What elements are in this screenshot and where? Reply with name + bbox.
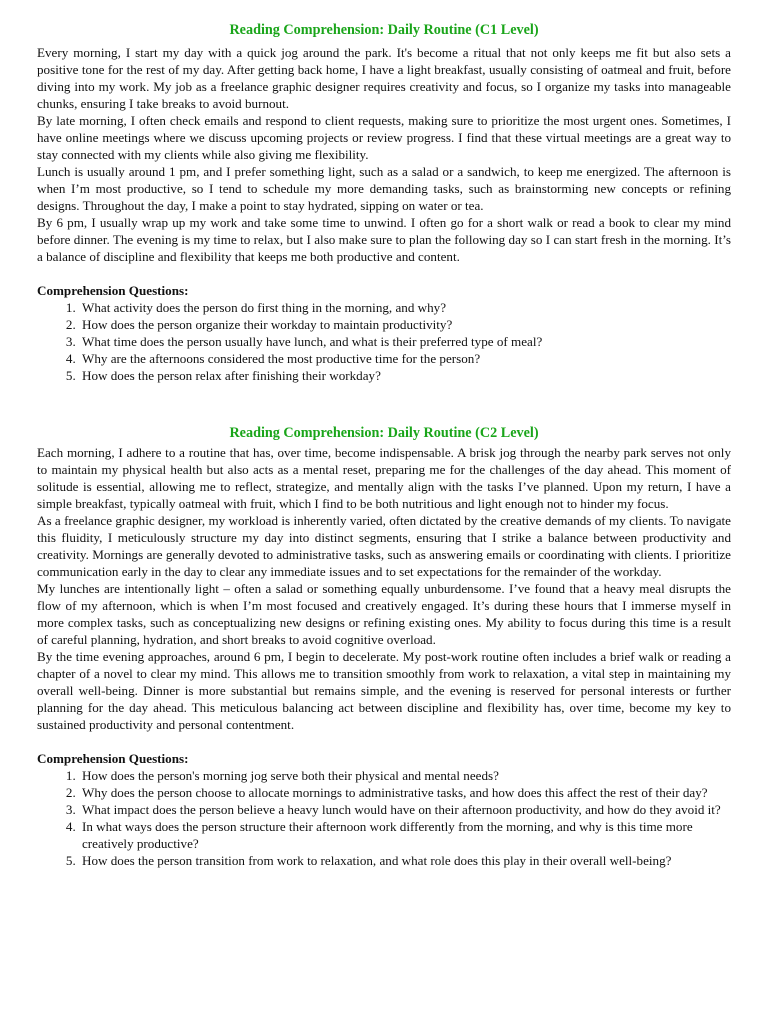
question-item: 2. How does the person organize their workday to maintain productivity? xyxy=(79,316,731,333)
paragraph: My lunches are intentionally light – often a salad or something equally unburdensome. I’ve found that a heavy meal disrupts the flow of my afternoon, which is when I’m most focused and creatively engaged. It’s during these hours that I immerse myself in more complex tasks, such as conceptualizing new designs or refining existing ones. My ability to focus during this time is a result of careful planning, hydration, and short breaks to avoid cognitive overload. xyxy=(37,581,731,647)
section-c1 xyxy=(37,20,731,384)
paragraph: Every morning, I start my day with a quick jog around the park. It's become a ritual that not only keeps me fit but also sets a positive tone for the rest of my day. After getting back home, I have a light breakfast, usually consisting of oatmeal and fruit, before diving into my work. My job as a freelance graphic designer requires creativity and focus, so I organize my tasks into manageable chunks, ensuring I take breaks to avoid burnout. xyxy=(37,45,731,111)
question-item: 3. What impact does the person believe a heavy lunch would have on their afternoon productivity, and how do they avoid it? xyxy=(79,801,731,818)
question-item: 1. How does the person's morning jog serve both their physical and mental needs? xyxy=(79,767,731,784)
paragraph: By 6 pm, I usually wrap up my work and take some time to unwind. I often go for a short walk or read a book to clear my mind before dinner. The evening is my time to relax, but I also make sure to plan the following day so I can start fresh in the morning. It’s a balance of discipline and flexibility that keeps me both productive and content. xyxy=(37,215,731,264)
question-item: 5. How does the person relax after finishing their workday? xyxy=(79,367,731,384)
paragraph: By late morning, I often check emails and respond to client requests, making sure to prioritize the most urgent ones. Sometimes, I have online meetings where we discuss upcoming projects or review progress. I find that these virtual meetings are a great way to stay connected with my clients while also giving me flexibility. xyxy=(37,113,731,162)
section-title-c2: Reading Comprehension: Daily Routine (C2 Level) xyxy=(229,425,539,441)
paragraph: As a freelance graphic designer, my workload is inherently varied, often dictated by the creative demands of my clients. To navigate this fluidity, I meticulously structure my day into distinct segments, ensuring that I strike a balance between productivity and creativity. Mornings are generally devoted to administrative tasks, such as answering emails or coordinating with clients. I prioritize communication early in the day to clear any immediate issues and to set expectations for the remainder of the workday. xyxy=(37,513,731,579)
question-item: 3. What time does the person usually have lunch, and what is their preferred type of meal? xyxy=(79,333,731,350)
question-item: 5. How does the person transition from work to relaxation, and what role does this play in their overall well-being? xyxy=(79,852,731,869)
question-item: 4. In what ways does the person structure their afternoon work differently from the morning, and why is this time more creatively productive? xyxy=(79,818,731,852)
questions-heading: Comprehension Questions: xyxy=(37,283,189,298)
section-c2 xyxy=(37,423,731,869)
questions-list xyxy=(37,299,731,384)
paragraph: By the time evening approaches, around 6 pm, I begin to decelerate. My post-work routine often includes a brief walk or reading a chapter of a novel to clear my mind. This allows me to transition smoothly from work to relaxation, a vital step in maintaining my overall well-being. Dinner is more substantial but remains simple, and the evening is reserved for personal interests or further planning for the day ahead. This meticulous balancing act between discipline and flexibility has, over time, become my key to sustained productivity and personal contentment. xyxy=(37,649,731,732)
questions-list xyxy=(37,767,731,869)
paragraph: Lunch is usually around 1 pm, and I prefer something light, such as a salad or a sandwich, to keep me energized. The afternoon is when I’m most productive, so I tend to schedule my more demanding tasks, such as brainstorming new concepts or refining designs. Throughout the day, I make a point to stay hydrated, sipping on water or tea. xyxy=(37,164,731,213)
section-title-c1: Reading Comprehension: Daily Routine (C1 Level) xyxy=(229,22,539,38)
question-item: 2. Why does the person choose to allocate mornings to administrative tasks, and how does this affect the rest of their day? xyxy=(79,784,731,801)
question-item: 1. What activity does the person do first thing in the morning, and why? xyxy=(79,299,731,316)
paragraph: Each morning, I adhere to a routine that has, over time, become indispensable. A brisk jog through the nearby park serves not only to maintain my physical health but also acts as a mental reset, preparing me for the challenges of the day ahead. This moment of solitude is essential, allowing me to reflect, strategize, and mentally align with the tasks I’ve planned. Upon my return, I have a simple breakfast, typically oatmeal with fruit, which I find to be both nutritious and light enough not to hinder my focus. xyxy=(37,445,731,511)
questions-heading: Comprehension Questions: xyxy=(37,751,189,766)
question-item: 4. Why are the afternoons considered the most productive time for the person? xyxy=(79,350,731,367)
